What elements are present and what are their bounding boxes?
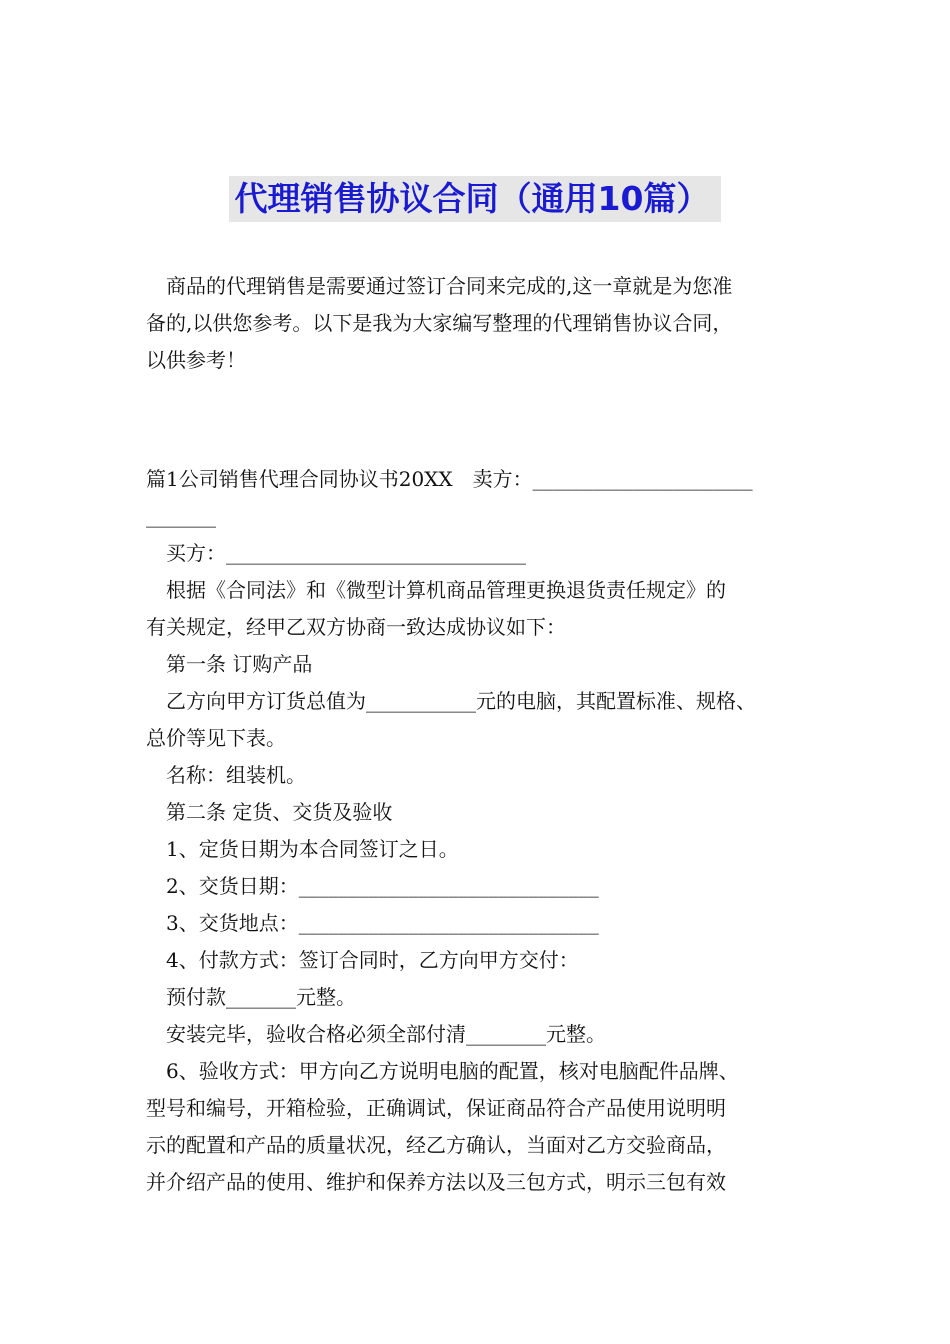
contract-line: 并介绍产品的使用、维护和保养方法以及三包方式，明示三包有效 [146,1170,726,1194]
contract-line: 总价等见下表。 [146,726,286,750]
contract-line: 型号和编号，开箱检验，正确调试，保证商品符合产品使用说明明 [146,1096,726,1120]
contract-line: 预付款_______元整。 [166,985,356,1009]
contract-line: _______ [146,504,216,528]
contract-line: 示的配置和产品的质量状况，经乙方确认，当面对乙方交验商品， [146,1133,726,1157]
contract-line: 有关规定，经甲乙双方协商一致达成协议如下： [146,615,566,639]
contract-line: 3、交货地点：______________________________ [166,911,599,935]
contract-lines [146,461,836,1201]
contract-line: 名称：组装机。 [166,763,306,787]
contract-line: 篇1公司销售代理合同协议书20XX 卖方：______________________ [146,467,753,491]
contract-line: 2、交货日期：______________________________ [166,874,599,898]
contract-line: 6、验收方式：甲方向乙方说明电脑的配置，核对电脑配件品牌、 [166,1059,739,1083]
document-title: 代理销售协议合同（通用10篇） [229,176,722,222]
title-container [0,176,950,222]
paragraph-gap [146,379,836,461]
contract-line: 第二条 定货、交货及验收 [166,800,393,824]
contract-line: 乙方向甲方订货总值为___________元的电脑，其配置标准、规格、 [166,689,756,713]
intro-line-1: 商品的代理销售是需要通过签订合同来完成的,这一章就是为您准 [166,274,733,298]
intro-line-2: 备的,以供您参考。以下是我为大家编写整理的代理销售协议合同， [146,311,733,335]
contract-line: 买方：______________________________ [166,541,526,565]
contract-line: 第一条 订购产品 [166,652,313,676]
document-body [146,268,836,1201]
contract-line: 1、定货日期为本合同签订之日。 [166,837,459,861]
intro-line-3: 以供参考！ [146,348,246,372]
contract-line: 4、付款方式：签订合同时，乙方向甲方交付： [166,948,579,972]
contract-line: 安装完毕，验收合格必须全部付清________元整。 [166,1022,606,1046]
contract-line: 根据《合同法》和《微型计算机商品管理更换退货责任规定》的 [166,578,726,602]
